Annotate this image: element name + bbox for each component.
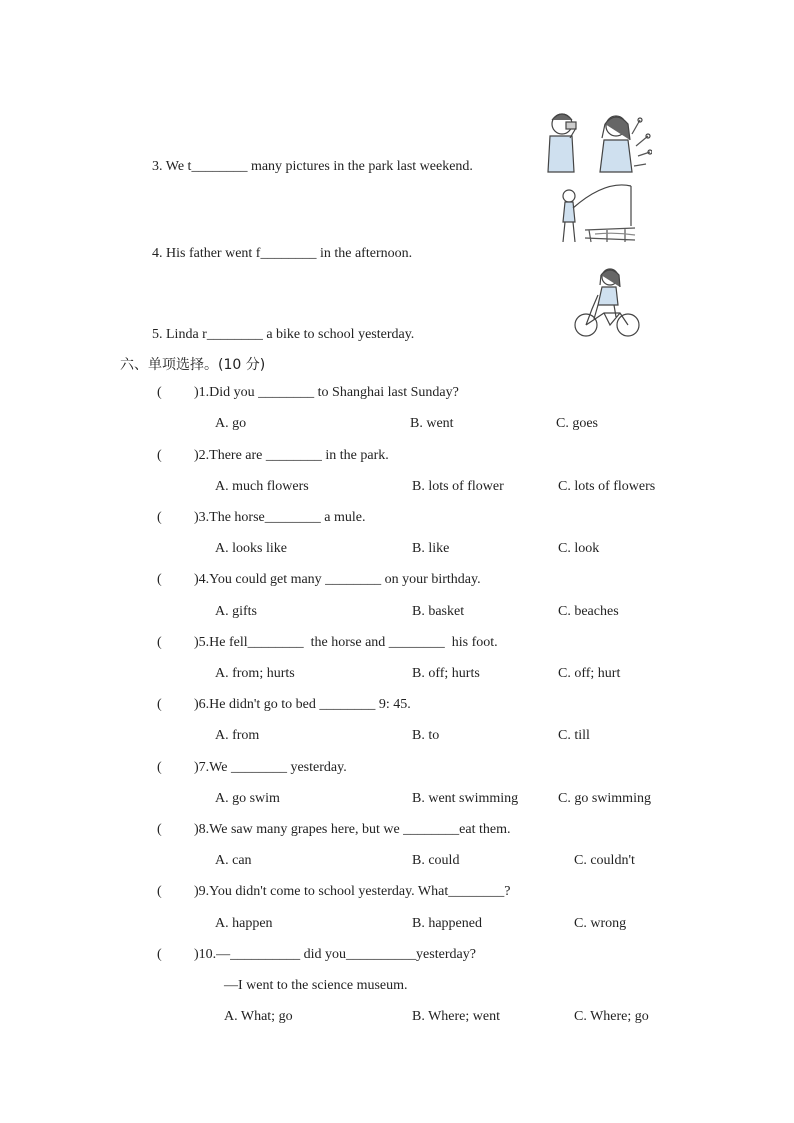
question-2-option-c[interactable]: C. lots of flowers [558,479,656,494]
question-10-option-b[interactable]: B. Where; went [412,1009,500,1024]
question-8-stem: )8.We saw many grapes here, but we ________eat them. [194,822,511,837]
question-4-option-c[interactable]: C. beaches [558,604,619,619]
taking-pictures-illustration [540,106,652,174]
answer-blank-6[interactable]: ( [157,697,162,712]
question-7-option-a[interactable]: A. go swim [215,791,280,806]
question-8-option-b[interactable]: B. could [412,853,460,868]
answer-blank-10[interactable]: ( [157,947,162,962]
question-5-option-b[interactable]: B. off; hurts [412,666,480,681]
question-3-stem: )3.The horse________ a mule. [194,510,366,525]
question-3-option-c[interactable]: C. look [558,541,600,556]
question-6-option-b[interactable]: B. to [412,728,440,743]
section-6-title: 六、单项选择。(10 分) [120,357,266,373]
question-9-option-a[interactable]: A. happen [215,916,273,931]
answer-blank-2[interactable]: ( [157,448,162,463]
fishing-illustration [555,182,637,248]
question-7-stem: )7.We ________ yesterday. [194,760,347,775]
answer-blank-9[interactable]: ( [157,884,162,899]
fill-item-5: 5. Linda r________ a bike to school yesterday. [152,327,415,342]
question-4-stem: )4.You could get many ________ on your birthday. [194,572,481,587]
question-2-option-a[interactable]: A. much flowers [215,479,309,494]
question-7-option-c[interactable]: C. go swimming [558,791,651,806]
fill-item-4: 4. His father went f________ in the afternoon. [152,246,413,261]
question-8-option-a[interactable]: A. can [215,853,252,868]
question-5-option-c[interactable]: C. off; hurt [558,666,621,681]
question-10-option-c[interactable]: C. Where; go [574,1009,649,1024]
question-1-stem: )1.Did you ________ to Shanghai last Sunday? [194,385,459,400]
question-6-option-a[interactable]: A. from [215,728,260,743]
question-7-option-b[interactable]: B. went swimming [412,791,519,806]
question-3-option-a[interactable]: A. looks like [215,541,287,556]
question-4-option-a[interactable]: A. gifts [215,604,257,619]
question-3-option-b[interactable]: B. like [412,541,450,556]
question-2-option-b[interactable]: B. lots of flower [412,479,504,494]
question-5-stem: )5.He fell________ the horse and ________ his foot. [194,635,498,650]
question-2-stem: )2.There are ________ in the park. [194,448,389,463]
answer-blank-7[interactable]: ( [157,760,162,775]
question-4-option-b[interactable]: B. basket [412,604,465,619]
answer-blank-5[interactable]: ( [157,635,162,650]
answer-blank-3[interactable]: ( [157,510,162,525]
riding-bike-illustration [570,265,644,339]
question-8-option-c[interactable]: C. couldn't [574,853,635,868]
question-1-option-c[interactable]: C. goes [556,416,598,431]
question-10-option-a[interactable]: A. What; go [224,1009,293,1024]
question-6-stem: )6.He didn't go to bed ________ 9: 45. [194,697,411,712]
question-9-option-b[interactable]: B. happened [412,916,482,931]
question-1-option-b[interactable]: B. went [410,416,454,431]
answer-blank-1[interactable]: ( [157,385,162,400]
question-1-option-a[interactable]: A. go [215,416,247,431]
question-10-stem: )10.—__________ did you__________yesterday? [194,947,476,962]
question-9-option-c[interactable]: C. wrong [574,916,627,931]
answer-blank-8[interactable]: ( [157,822,162,837]
answer-blank-4[interactable]: ( [157,572,162,587]
question-9-stem: )9.You didn't come to school yesterday. What________? [194,884,511,899]
fill-item-3: 3. We t________ many pictures in the park last weekend. [152,159,473,174]
question-10-response: —I went to the science museum. [224,978,408,993]
question-5-option-a[interactable]: A. from; hurts [215,666,295,681]
question-6-option-c[interactable]: C. till [558,728,590,743]
